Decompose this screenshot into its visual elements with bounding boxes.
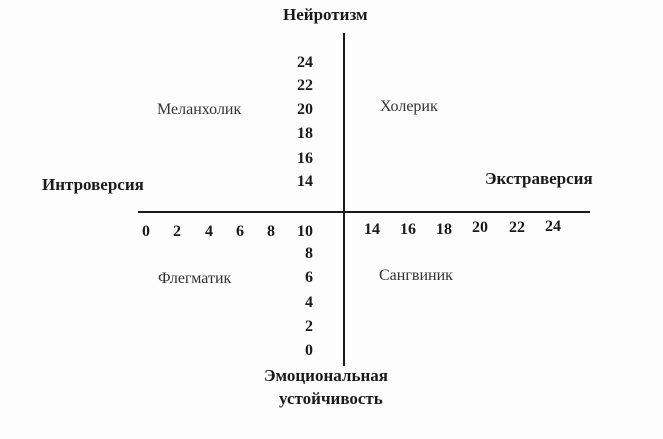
- horizontal-tick-label: 14: [364, 221, 380, 238]
- vertical-tick-label: 18: [297, 125, 313, 142]
- horizontal-tick-label: 6: [236, 223, 244, 240]
- vertical-tick-label: 14: [297, 173, 313, 190]
- quadrant-label-choleric: Холерик: [380, 98, 438, 115]
- horizontal-tick-label: 2: [173, 223, 181, 240]
- vertical-tick-label: 6: [305, 269, 313, 286]
- vertical-tick-label: 2: [305, 318, 313, 335]
- vertical-tick-label: 0: [305, 342, 313, 359]
- horizontal-tick-label: 4: [205, 223, 213, 240]
- axis-title-bottom-line1: Эмоциональная: [264, 366, 388, 385]
- axis-title-left: Интроверсия: [42, 175, 144, 194]
- horizontal-axis: [138, 211, 590, 213]
- axis-title-top: Нейротизм: [283, 5, 368, 24]
- horizontal-tick-label: 0: [142, 223, 150, 240]
- horizontal-tick-label: 18: [436, 221, 452, 238]
- axis-title-right: Экстраверсия: [485, 169, 593, 188]
- quadrant-label-melancholic: Меланхолик: [157, 101, 242, 118]
- vertical-tick-label: 4: [305, 294, 313, 311]
- horizontal-tick-label: 8: [267, 223, 275, 240]
- axis-title-bottom-line2: устойчивость: [279, 389, 383, 408]
- horizontal-tick-label: 24: [545, 218, 561, 235]
- horizontal-tick-label: 20: [472, 219, 488, 236]
- vertical-axis: [343, 33, 345, 366]
- quadrant-label-phlegmatic: Флегматик: [158, 270, 232, 287]
- vertical-tick-label: 16: [297, 150, 313, 167]
- vertical-tick-label: 22: [297, 77, 313, 94]
- horizontal-tick-label: 16: [400, 221, 416, 238]
- vertical-tick-label: 8: [305, 245, 313, 262]
- horizontal-tick-label: 10: [297, 223, 313, 240]
- vertical-tick-label: 24: [297, 54, 313, 71]
- quadrant-label-sanguine: Сангвиник: [379, 267, 453, 284]
- horizontal-tick-label: 22: [509, 219, 525, 236]
- vertical-tick-label: 20: [297, 101, 313, 118]
